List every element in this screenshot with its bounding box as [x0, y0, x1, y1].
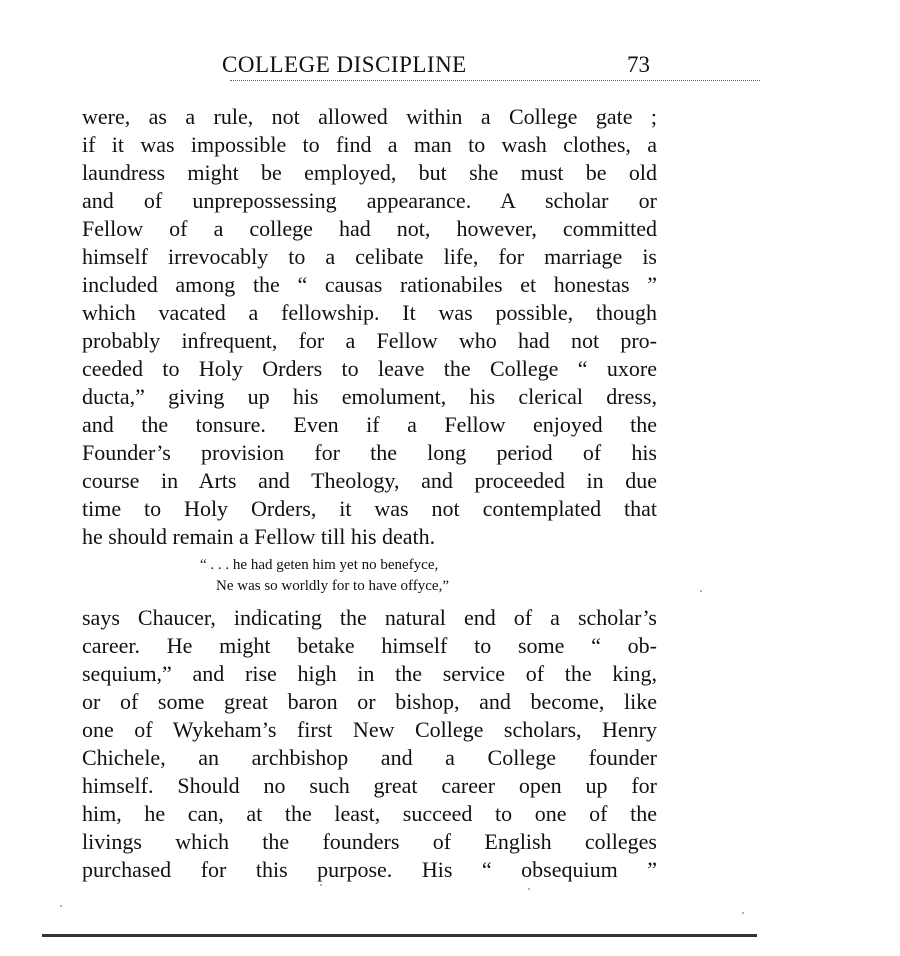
text-line: course in Arts and Theology, and proceeded in due: [82, 468, 657, 493]
header-rule: [230, 80, 760, 81]
bottom-rule: [42, 934, 757, 937]
text-line: Chichele, an archbishop and a College founder: [82, 745, 657, 770]
scan-speck: [60, 905, 62, 907]
text-line: him, he can, at the least, succeed to one of the: [82, 801, 657, 826]
text-line: sequium,” and rise high in the service of the king,: [82, 661, 657, 686]
text-line: he should remain a Fellow till his death.: [82, 524, 436, 549]
text-line: laundress might be employed, but she must be old: [82, 160, 657, 185]
text-line: were, as a rule, not allowed within a College gate ;: [82, 104, 657, 129]
quotation-line: Ne was so worldly for to have offyce,”: [216, 578, 449, 594]
quotation-line: “ . . . he had geten him yet no benefyce,: [200, 557, 439, 573]
text-line: livings which the founders of English colleges: [82, 829, 657, 854]
text-line: and the tonsure. Even if a Fellow enjoyed the: [82, 412, 657, 437]
text-line: Fellow of a college had not, however, committed: [82, 216, 657, 241]
running-title: COLLEGE DISCIPLINE: [222, 52, 467, 77]
text-line: career. He might betake himself to some “ ob-: [82, 633, 657, 658]
text-line: purchased for this purpose. His “ obsequium ”: [82, 857, 657, 882]
scan-speck: [320, 884, 322, 886]
text-line: himself irrevocably to a celibate life, for marriage is: [82, 244, 657, 269]
text-line: one of Wykeham’s first New College scholars, Henry: [82, 717, 657, 742]
scan-speck: [742, 912, 744, 914]
text-line: ceeded to Holy Orders to leave the College “ uxore: [82, 356, 657, 381]
scan-speck: [700, 590, 702, 592]
text-line: and of unprepossessing appearance. A scholar or: [82, 188, 657, 213]
text-line: which vacated a fellowship. It was possible, though: [82, 300, 657, 325]
text-line: if it was impossible to find a man to wash clothes, a: [82, 132, 657, 157]
text-line: ducta,” giving up his emolument, his clerical dress,: [82, 384, 657, 409]
text-line: included among the “ causas rationabiles et honestas ”: [82, 272, 657, 297]
text-line: or of some great baron or bishop, and become, like: [82, 689, 657, 714]
text-line: himself. Should no such great career open up for: [82, 773, 657, 798]
text-line: says Chaucer, indicating the natural end of a scholar’s: [82, 605, 657, 630]
text-line: time to Holy Orders, it was not contemplated that: [82, 496, 657, 521]
page-number: 73: [627, 52, 650, 77]
text-line: Founder’s provision for the long period of his: [82, 440, 657, 465]
text-line: probably infrequent, for a Fellow who had not pro-: [82, 328, 657, 353]
scan-speck: [528, 888, 530, 890]
